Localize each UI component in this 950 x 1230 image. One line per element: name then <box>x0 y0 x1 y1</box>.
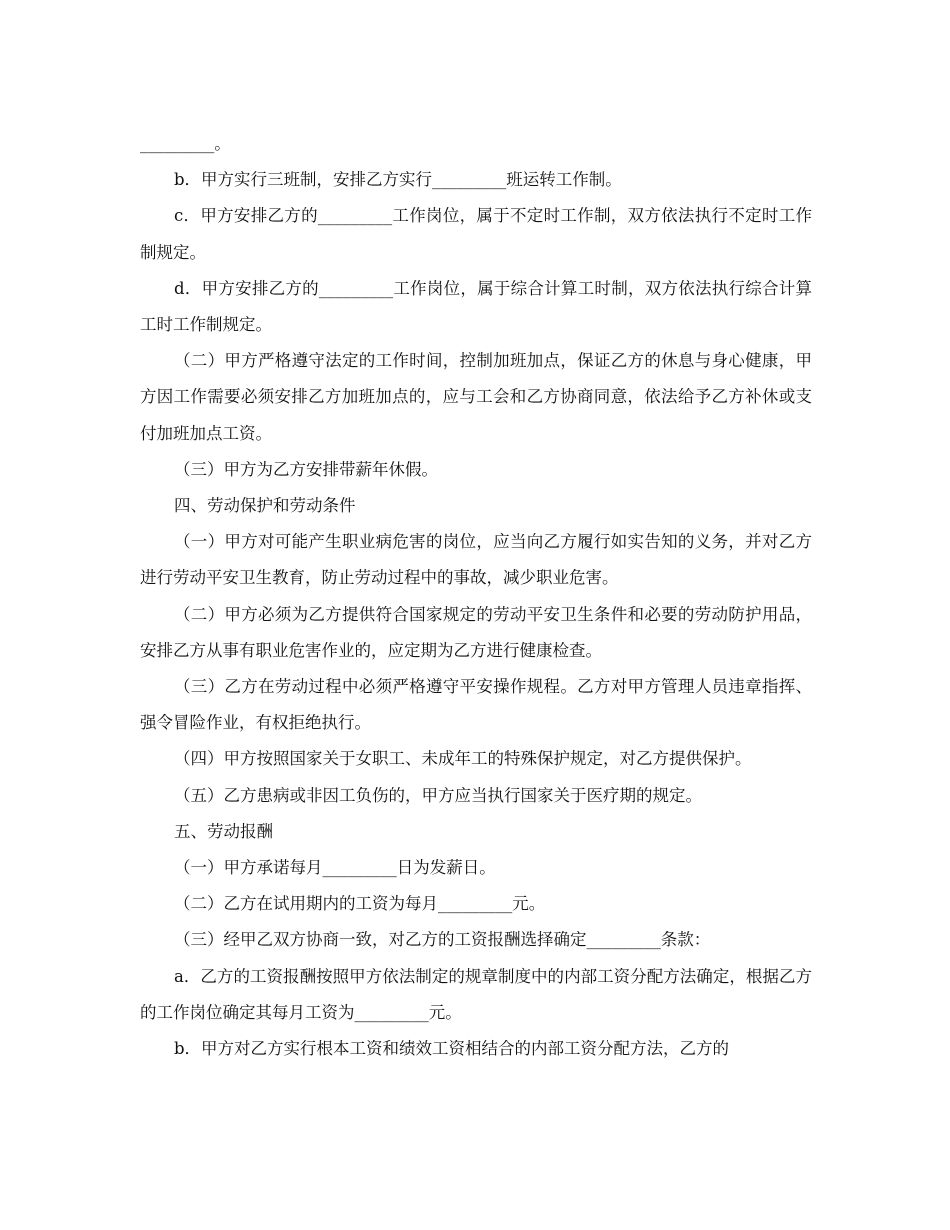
paragraph-10: （三）乙方在劳动过程中必须严格遵守平安操作规程。乙方对甲方管理人员违章指挥、强令冒险作业，有权拒绝执行。 <box>140 677 812 733</box>
paragraph-6: （三）甲方为乙方安排带薪年休假。 <box>174 459 438 479</box>
paragraph-1: _________。 <box>140 134 231 153</box>
paragraph-3: c．甲方安排乙方的_________工作岗位，属于不定时工作制，双方依法执行不定时工作制规定。 <box>140 206 812 262</box>
paragraph-4: d．甲方安排乙方的_________工作岗位，属于综合计算工时制，双方依法执行综合计算工时工作制规定。 <box>140 278 812 335</box>
paragraph-8: （一）甲方对可能产生职业病危害的岗位，应当向乙方履行如实告知的义务，并对乙方进行劳动平安卫生教育，防止劳动过程中的事故，减少职业危害。 <box>140 532 812 588</box>
paragraph-17: a．乙方的工资报酬按照甲方依法制定的规章制度中的内部工资分配方法确定，根据乙方的工作岗位确定其每月工资为_________元。 <box>140 966 812 1022</box>
paragraph-11: （四）甲方按照国家关于女职工、未成年工的特殊保护规定，对乙方提供保护。 <box>174 749 752 769</box>
paragraph-14: （一）甲方承诺每月_________日为发薪日。 <box>174 858 496 878</box>
paragraph-5: （二）甲方严格遵守法定的工作时间，控制加班加点，保证乙方的休息与身心健康，甲方因工作需要必须安排乙方加班加点的，应与工会和乙方协商同意，依法给予乙方补休或支付加班加点工资。 <box>140 351 812 443</box>
paragraph-15: （二）乙方在试用期内的工资为每月_________元。 <box>174 894 546 914</box>
paragraph-16: （三）经甲乙双方协商一致，对乙方的工资报酬选择确定_________条款： <box>174 930 711 950</box>
paragraph-2: b．甲方实行三班制，安排乙方实行_________班运转工作制。 <box>174 170 622 190</box>
paragraph-18: b．甲方对乙方实行根本工资和绩效工资相结合的内部工资分配方法，乙方的 <box>174 1039 730 1059</box>
section-heading-4: 四、劳动保护和劳动条件 <box>174 496 356 516</box>
paragraph-12: （五）乙方患病或非因工负伤的，甲方应当执行国家关于医疗期的规定。 <box>174 785 702 805</box>
section-heading-5: 五、劳动报酬 <box>174 821 273 841</box>
document-body <box>140 126 812 1067</box>
paragraph-9: （二）甲方必须为乙方提供符合国家规定的劳动平安卫生条件和必要的劳动防护用品，安排乙方从事有职业危害作业的，应定期为乙方进行健康检查。 <box>140 604 812 660</box>
